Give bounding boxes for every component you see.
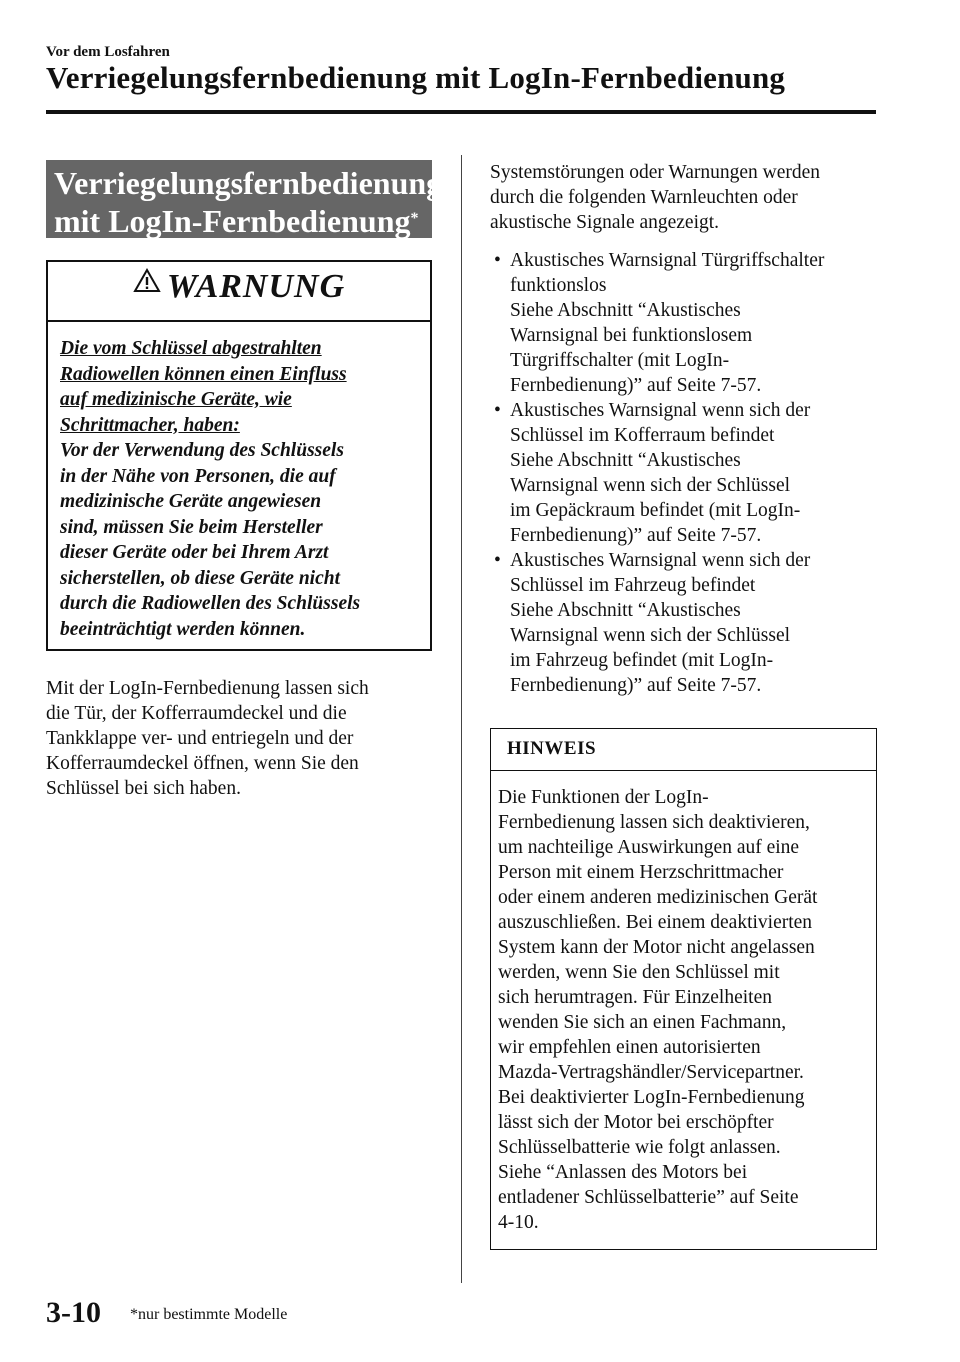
note-line: sich herumtragen. Für Einzelheiten [498, 987, 772, 1008]
page-header-title: Verriegelungsfernbedienung mit LogIn-Fernbedienung [46, 60, 786, 95]
warning-text-line: beeinträchtigt werden können. [60, 618, 306, 640]
list-item-line: Fernbedienung)” auf Seite 7-57. [510, 675, 762, 696]
note-line: wir empfehlen einen autorisierten [498, 1037, 761, 1058]
footnote: *nur bestimmte Modelle [130, 1306, 288, 1323]
note-line: werden, wenn Sie den Schlüssel mit [498, 962, 780, 983]
note-line: Bei deaktivierter LogIn-Fernbedienung [498, 1087, 805, 1108]
list-item-line: Fernbedienung)” auf Seite 7-57. [510, 525, 762, 546]
list-item-line: Siehe Abschnitt “Akustisches [510, 450, 741, 471]
warning-lead-line: auf medizinische Geräte, wie [60, 389, 292, 410]
section-title-line-1: Verriegelungsfernbedienung [54, 165, 443, 201]
section-heading-box [46, 160, 443, 239]
warning-text-line: in der Nähe von Personen, die auf [60, 465, 336, 487]
list-item-line: Akustisches Warnsignal wenn sich der [510, 550, 811, 571]
warning-header [48, 262, 430, 322]
note-line: entladener Schlüsselbatterie” auf Seite [498, 1187, 799, 1208]
list-item-line: Siehe Abschnitt “Akustisches [510, 300, 741, 321]
warning-lead-line: Schrittmacher, haben: [60, 414, 240, 436]
note-line: wenden Sie sich an einen Fachmann, [498, 1012, 787, 1033]
note-body [491, 771, 876, 1235]
system-warnings-intro [490, 160, 880, 235]
list-item [494, 248, 884, 398]
note-line: Schlüsselbatterie wie folgt anlassen. [498, 1137, 781, 1158]
warning-body [48, 322, 430, 642]
warning-lead [60, 336, 420, 438]
paragraph-line: Kofferraumdeckel öffnen, wenn Sie den [46, 753, 359, 774]
warning-lead-line: Die vom Schlüssel abgestrahlten [60, 338, 322, 359]
warning-text-line: Vor der Verwendung des Schlüssels [60, 440, 344, 461]
warning-text-line: dieser Geräte oder bei Ihrem Arzt [60, 542, 329, 563]
list-item-line: Schlüssel im Kofferraum befindet [510, 425, 775, 446]
warning-text-line: durch die Radiowellen des Schlüssels [60, 593, 361, 614]
list-item-line: Siehe Abschnitt “Akustisches [510, 600, 741, 621]
warning-signal-list [494, 248, 884, 698]
paragraph-line: durch die folgenden Warnleuchten oder [490, 187, 798, 208]
list-item-line: Warnsignal wenn sich der Schlüssel [510, 475, 791, 496]
note-line: 4-10. [498, 1212, 539, 1233]
paragraph-line: Systemstörungen oder Warnungen werden [490, 162, 821, 183]
list-item-line: Warnsignal bei funktionslosem [510, 325, 753, 346]
paragraph-line: Tankklappe ver- und entriegeln und der [46, 728, 354, 749]
intro-paragraph [46, 676, 426, 801]
list-item-line: Warnsignal wenn sich der Schlüssel [510, 625, 791, 646]
warning-box [46, 260, 432, 651]
paragraph-line: die Tür, der Kofferraumdeckel und die [46, 703, 347, 724]
warning-title: WARNUNG [166, 268, 346, 305]
note-line: Person mit einem Herzschrittmacher [498, 862, 784, 883]
list-item-line: im Gepäckraum befindet (mit LogIn- [510, 500, 801, 521]
note-line: auszuschließen. Bei einem deaktivierten [498, 912, 813, 933]
list-item-line: im Fahrzeug befindet (mit LogIn- [510, 650, 774, 671]
header-kicker: Vor dem Losfahren [46, 44, 170, 60]
list-item [494, 398, 884, 548]
list-item-line: Akustisches Warnsignal Türgriffschalter [510, 250, 825, 271]
note-line: um nachteilige Auswirkungen auf eine [498, 837, 800, 858]
note-line: Die Funktionen der LogIn- [498, 787, 709, 808]
bullet-marker: • [494, 250, 501, 271]
paragraph-line: akustische Signale angezeigt. [490, 212, 720, 233]
note-line: lässt sich der Motor bei erschöpfter [498, 1112, 774, 1133]
note-line: Fernbedienung lassen sich deaktivieren, [498, 812, 810, 833]
header-rule [46, 110, 876, 114]
warning-triangle-icon [133, 268, 161, 298]
list-item-line: funktionslos [510, 275, 607, 296]
note-line: System kann der Motor nicht angelassen [498, 937, 815, 958]
list-item-line: Fernbedienung)” auf Seite 7-57. [510, 375, 762, 396]
list-item-line: Türgriffschalter (mit LogIn- [510, 350, 730, 371]
warning-text-line: medizinische Geräte angewiesen [60, 491, 322, 512]
list-item [494, 548, 884, 698]
note-line: oder einem anderen medizinischen Gerät [498, 887, 818, 908]
section-title-line-2: mit LogIn-Fernbedienung [54, 203, 411, 239]
note-line: Siehe “Anlassen des Motors bei [498, 1162, 748, 1183]
bullet-marker: • [494, 400, 501, 421]
paragraph-line: Schlüssel bei sich haben. [46, 778, 241, 799]
column-divider [461, 155, 462, 1283]
page-number: 3-10 [46, 1296, 101, 1329]
list-item-line: Akustisches Warnsignal wenn sich der [510, 400, 811, 421]
note-box [490, 728, 877, 1250]
section-asterisk: * [410, 210, 419, 227]
warning-text-line: sind, müssen Sie beim Hersteller [60, 516, 323, 538]
paragraph-line: Mit der LogIn-Fernbedienung lassen sich [46, 678, 369, 699]
note-line: Mazda-Vertragshändler/Servicepartner. [498, 1062, 804, 1083]
warning-text-line: sicherstellen, ob diese Geräte nicht [60, 567, 341, 589]
warning-lead-line: Radiowellen können einen Einfluss [60, 363, 347, 385]
note-title: HINWEIS [491, 729, 876, 771]
bullet-marker: • [494, 550, 501, 571]
list-item-line: Schlüssel im Fahrzeug befindet [510, 575, 756, 596]
